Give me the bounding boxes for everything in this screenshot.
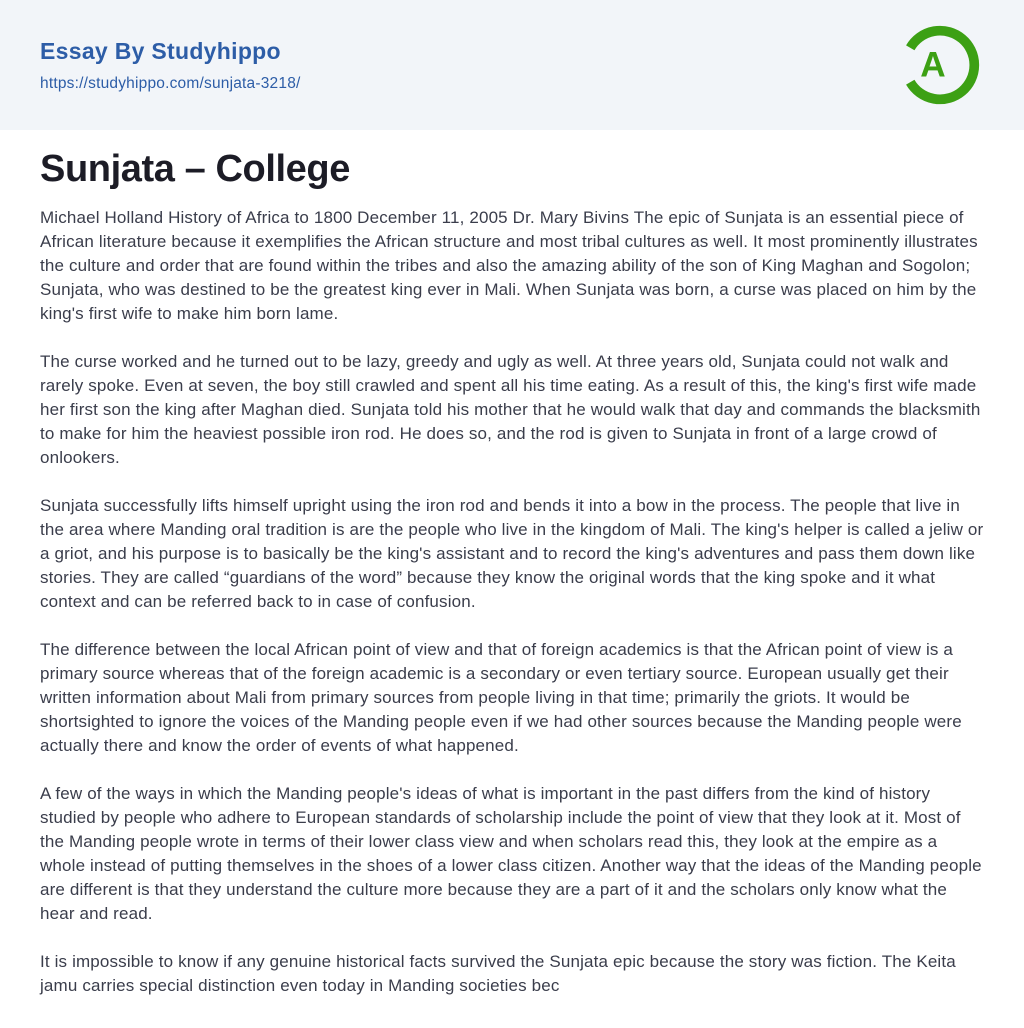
essay-paragraph-3: Sunjata successfully lifts himself upright using the iron rod and bends it into a bow in the process. The people that live in the area where Manding oral tradition is are the people who live in the kingdom of Mali. The king's helper is called a jeliw or a griot, and his purpose is to basically be the king's assistant and to record the king's adventures and pass them down like stories. They are called “guardians of the word” because they know the original words that the king spoke and it what context and can be referred back to in case of confusion. — [40, 495, 984, 611]
essay-title: Sunjata – College — [40, 148, 350, 190]
essay-paragraph-2: The curse worked and he turned out to be lazy, greedy and ugly as well. At three years old, Sunjata could not walk and rarely spoke. Even at seven, the boy still crawled and spent all his time eating. As a result of this, the king's first wife made her first son the king after Maghan died. Sunjata told his mother that he would walk that day and commands the blacksmith to make for him the heaviest possible iron rod. He does so, and the rod is given to Sunjata in front of a large crowd of onlookers. — [40, 351, 981, 467]
essay-paragraph-5: A few of the ways in which the Manding people's ideas of what is important in the past differs from the kind of history studied by people who adhere to European standards of scholarship include the point of view that they look at it. Most of the Manding people wrote in terms of their lower class view and when scholars read this, they look at the empire as a whole instead of putting themselves in the shoes of a lower class citizen. Another way that the ideas of the Manding people are different is that they understand the culture more because they are a part of it and the scholars only know what the hear and read. — [40, 783, 982, 923]
essay-content — [0, 130, 1024, 1028]
source-url-link[interactable]: https://studyhippo.com/sunjata-3218/ — [40, 74, 301, 92]
logo-letter: A — [920, 45, 946, 85]
page-header — [0, 0, 1024, 130]
logo-arc-icon — [896, 19, 984, 111]
essay-paragraph-6: It is impossible to know if any genuine historical facts survived the Sunjata epic because the story was fiction. The Keita jamu carries special distinction even today in Manding societies bec — [40, 951, 956, 995]
essay-paragraph-1: Michael Holland History of Africa to 1800 December 11, 2005 Dr. Mary Bivins The epic of Sunjata is an essential piece of African literature because it exemplifies the African structure and most tribal cultures as well. It most prominently illustrates the culture and order that are found within the tribes and also the amazing ability of the son of King Maghan and Sogolon; Sunjata, who was destined to be the greatest king ever in Mali. When Sunjata was born, a curse was placed on him by the king's first wife to make him born lame. — [40, 207, 978, 323]
essay-paragraph-4: The difference between the local African point of view and that of foreign academics is that the African point of view is a primary source whereas that of the foreign academic is a secondary or even tertiary source. European usually get their written information about Mali from primary sources from people living in that time; primarily the griots. It would be shortsighted to ignore the voices of the Manding people even if we had other sources because the Manding people were actually there and know the order of events of what happened. — [40, 639, 962, 755]
studyhippo-logo — [896, 19, 984, 111]
header-text-block — [40, 38, 301, 93]
header-title: Essay By Studyhippo — [40, 37, 281, 64]
